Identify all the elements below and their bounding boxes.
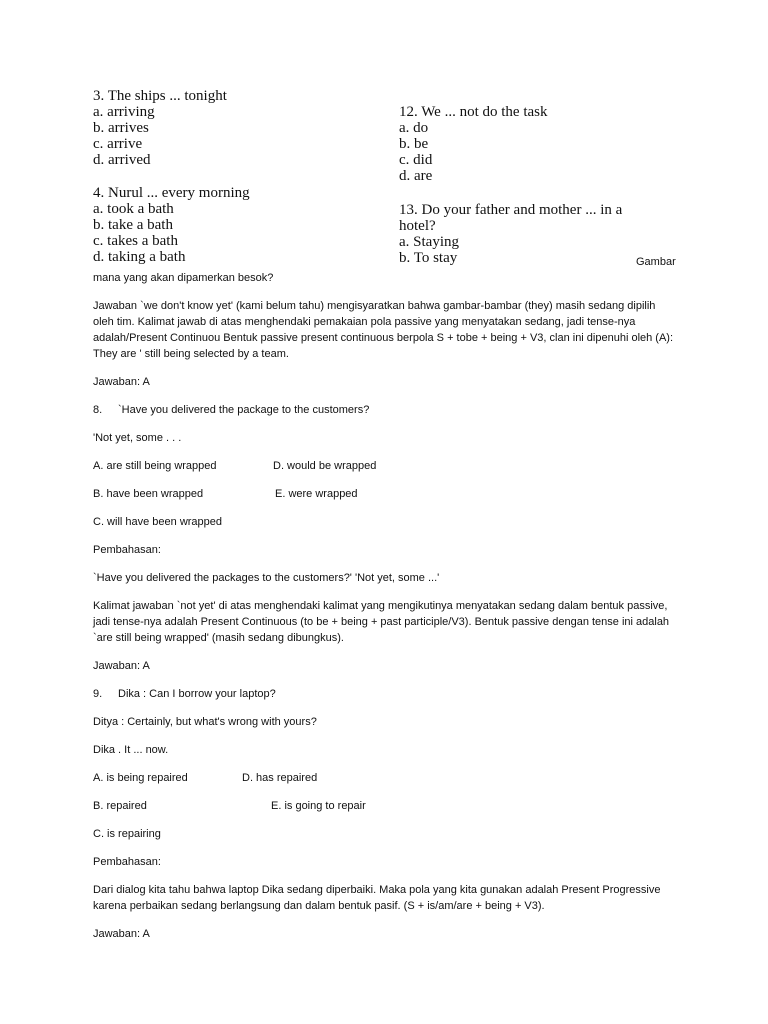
scan-question-3 [93,88,227,168]
question-stem: 3. The ships ... tonight [93,88,227,104]
options-row [93,770,678,786]
options-row [93,798,678,814]
question-stem-continued: hotel? [399,218,436,234]
question-stem: 12. We ... not do the task [399,104,548,120]
scan-question-12 [399,104,548,184]
question-reply: 'Not yet, some . . . [93,432,182,444]
option-c: C. is repairing [93,828,161,840]
answer: Jawaban: A [93,928,150,940]
pembahasan-heading: Pembahasan: [93,544,161,556]
paragraph: mana yang akan dipamerkan besok? [93,272,274,284]
option: b. arrives [93,120,149,136]
option: d. taking a bath [93,249,186,265]
paragraph-explanation: Dari dialog kita tahu bahwa laptop Dika sedang diperbaiki. Maka pola yang kita gunakan adalah Present Progressive karena perbaikan sedang berlangsung dan dalam bentuk pasif. (S + is/am/are + being + V3). [93,884,661,912]
question-stem: 13. Do your father and mother ... in a [399,202,623,218]
scan-question-13 [399,202,622,266]
option-e: E. were wrapped [275,488,358,500]
option: b. To stay [399,250,458,266]
option: a. do [399,120,429,136]
question-9 [93,686,678,702]
option: a. Staying [399,234,459,250]
options-row [93,486,678,502]
question-text: Dika : Can I borrow your laptop? [118,688,276,700]
option-a: A. is being repaired [93,772,188,784]
paragraph-explanation: Jawaban `we don't know yet' (kami belum tahu) mengisyaratkan bahwa gambar-bambar (they) masih sedang dipilih oleh tim. Kalimat jawab di atas menghendaki pemakaian pola passive yang menyatakan sedang, jadi tense-nya adalah/Present Continuou Bentuk passive present continuous berpola S + tobe + being + V3, clan ini dipenuhi oleh (A): They are ' still being selected by a team. [93,300,674,360]
question-text: `Have you delivered the package to the customers? [118,404,370,416]
gambar-fragment: Gambar [636,256,676,268]
option: a. took a bath [93,201,174,217]
option: d. are [399,168,433,184]
dialog-line: Ditya : Certainly, but what's wrong with yours? [93,716,317,728]
scan-question-4 [93,185,250,265]
option-b: B. repaired [93,800,147,812]
question-number: 9. [93,688,103,700]
option: b. take a bath [93,217,173,233]
option: c. did [399,152,433,168]
document-body [93,270,678,954]
question-number: 8. [93,404,103,416]
option: b. be [399,136,429,152]
option: c. takes a bath [93,233,178,249]
option-e: E. is going to repair [271,800,366,812]
option-c: C. will have been wrapped [93,516,223,528]
question-stem: 4. Nurul ... every morning [93,185,250,201]
option-d: D. would be wrapped [273,460,377,472]
answer: Jawaban: A [93,376,150,388]
option: c. arrive [93,136,143,152]
dialog-line: Dika . It ... now. [93,744,169,756]
question-8 [93,402,678,418]
option-a: A. are still being wrapped [93,460,217,472]
option-b: B. have been wrapped [93,488,204,500]
pembahasan-heading: Pembahasan: [93,856,161,868]
options-row [93,458,678,474]
option: d. arrived [93,152,151,168]
option: a. arriving [93,104,155,120]
quote: `Have you delivered the packages to the customers?' 'Not yet, some ...' [93,572,440,584]
paragraph-explanation: Kalimat jawaban `not yet' di atas menghendaki kalimat yang mengikutinya menyatakan sedang dalam bentuk passive, jadi tense-nya adalah Present Continuous (to be + being + past participle/V3). Bentuk passive dengan tense ini adalah `are still being wrapped' (masih sedang dibungkus). [93,600,670,644]
answer: Jawaban: A [93,660,150,672]
option-d: D. has repaired [242,772,318,784]
